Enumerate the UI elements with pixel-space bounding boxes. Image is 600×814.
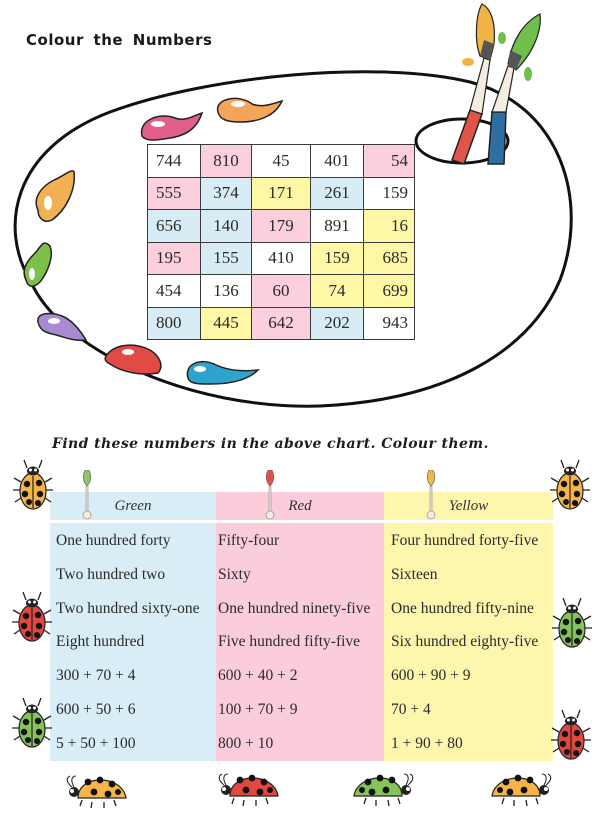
column-header-red (216, 492, 384, 520)
column-label: Green (114, 497, 152, 514)
grid-cell[interactable]: 656 (148, 210, 201, 243)
paintbrush-yellow-icon (424, 470, 438, 520)
list-item: Fifty-four (218, 532, 280, 549)
grid-cell[interactable]: 60 (252, 275, 311, 308)
list-item: 300 + 70 + 4 (56, 667, 136, 685)
column-body (216, 523, 384, 761)
grid-cell[interactable]: 410 (252, 242, 311, 275)
grid-cell[interactable]: 642 (252, 307, 311, 340)
paint-blob-pink-icon (142, 113, 202, 140)
paintbrush-blue-handle-icon (488, 14, 540, 164)
instruction-text: Find these numbers in the above chart. Colour them. (52, 436, 489, 452)
list-item: Sixteen (391, 565, 438, 583)
grid-cell[interactable]: 45 (252, 145, 311, 178)
list-item: Sixty (218, 565, 251, 583)
grid-cell[interactable]: 16 (364, 210, 415, 243)
list-item: Two hundred sixty-one (56, 599, 200, 617)
grid-cell[interactable]: 374 (201, 177, 252, 210)
ladybug-red-icon (12, 592, 52, 641)
list-item: One hundred forty (56, 532, 171, 549)
list-item: 100 + 70 + 9 (218, 700, 298, 718)
grid-cell[interactable]: 401 (311, 145, 364, 178)
page-title: Colour the Numbers (26, 31, 213, 49)
list-item: One hundred ninety-five (218, 599, 371, 617)
paint-blob-red-icon (105, 345, 161, 374)
column-red (216, 492, 384, 761)
list-item: Six hundred eighty-five (391, 633, 539, 651)
grid-cell[interactable]: 202 (311, 307, 364, 340)
list-item: 600 + 40 + 2 (218, 667, 298, 685)
list-item: 600 + 90 + 9 (391, 667, 471, 685)
paint-blob-purple-icon (38, 314, 86, 341)
grid-cell[interactable]: 54 (364, 145, 415, 178)
column-label: Yellow (448, 497, 489, 514)
column-header-yellow (384, 492, 553, 520)
column-yellow (384, 492, 553, 761)
grid-cell[interactable]: 810 (201, 145, 252, 178)
paint-drop-icon (498, 32, 506, 44)
grid-row (148, 307, 415, 340)
list-item: 70 + 4 (391, 700, 431, 718)
grid-cell[interactable]: 943 (364, 307, 415, 340)
ladybug-green-icon (354, 774, 413, 806)
grid-cell[interactable]: 136 (201, 275, 252, 308)
paint-blob-orange-icon (218, 98, 282, 122)
grid-cell[interactable]: 744 (148, 145, 201, 178)
grid-cell[interactable]: 800 (148, 307, 201, 340)
grid-cell[interactable]: 159 (364, 177, 415, 210)
paint-blob-orange-left-icon (36, 171, 74, 221)
grid-cell[interactable]: 171 (252, 177, 311, 210)
ladybug-red-icon (219, 774, 278, 806)
grid-cell[interactable]: 140 (201, 210, 252, 243)
list-item: Five hundred fifty-five (218, 633, 361, 651)
ladybug-yellow-icon (492, 774, 551, 806)
column-label: Red (288, 497, 312, 514)
grid-cell[interactable]: 445 (201, 307, 252, 340)
grid-cell[interactable]: 155 (201, 242, 252, 275)
number-grid (147, 144, 415, 340)
list-item: 1 + 90 + 80 (391, 734, 463, 752)
grid-row (148, 275, 415, 308)
grid-cell[interactable]: 159 (311, 242, 364, 275)
grid-cell[interactable]: 891 (311, 210, 364, 243)
grid-row (148, 145, 415, 178)
grid-row (148, 210, 415, 243)
grid-row (148, 177, 415, 210)
column-green (50, 492, 216, 761)
paintbrush-red-icon (263, 470, 277, 520)
paintbrush-green-icon (80, 470, 94, 520)
grid-row (148, 242, 415, 275)
paint-drop-icon (524, 67, 532, 81)
list-item: 600 + 50 + 6 (56, 700, 136, 718)
grid-cell[interactable]: 74 (311, 275, 364, 308)
paint-blob-green-icon (24, 243, 51, 286)
column-body (384, 523, 553, 761)
ladybug-red-icon (551, 710, 591, 759)
list-item: Eight hundred (56, 633, 145, 651)
grid-cell[interactable]: 195 (148, 242, 201, 275)
column-header-green (50, 492, 216, 520)
ladybug-yellow-icon (67, 776, 126, 808)
list-item: Two hundred two (56, 565, 166, 583)
grid-cell[interactable]: 179 (252, 210, 311, 243)
paint-blob-blue-icon (187, 362, 258, 384)
paint-drop-icon (462, 58, 474, 66)
ladybug-green-icon (552, 598, 592, 647)
column-body (50, 523, 216, 761)
grid-cell[interactable]: 699 (364, 275, 415, 308)
list-item: Four hundred forty-five (391, 532, 539, 549)
grid-cell[interactable]: 685 (364, 242, 415, 275)
grid-cell[interactable]: 454 (148, 275, 201, 308)
ladybug-yellow-icon (13, 460, 53, 509)
ladybug-yellow-icon (550, 460, 590, 509)
ladybug-green-icon (12, 698, 52, 747)
list-item: 800 + 10 (218, 734, 274, 752)
list-item: 5 + 50 + 100 (56, 734, 136, 752)
grid-cell[interactable]: 261 (311, 177, 364, 210)
list-item: One hundred fifty-nine (391, 599, 534, 617)
grid-cell[interactable]: 555 (148, 177, 201, 210)
